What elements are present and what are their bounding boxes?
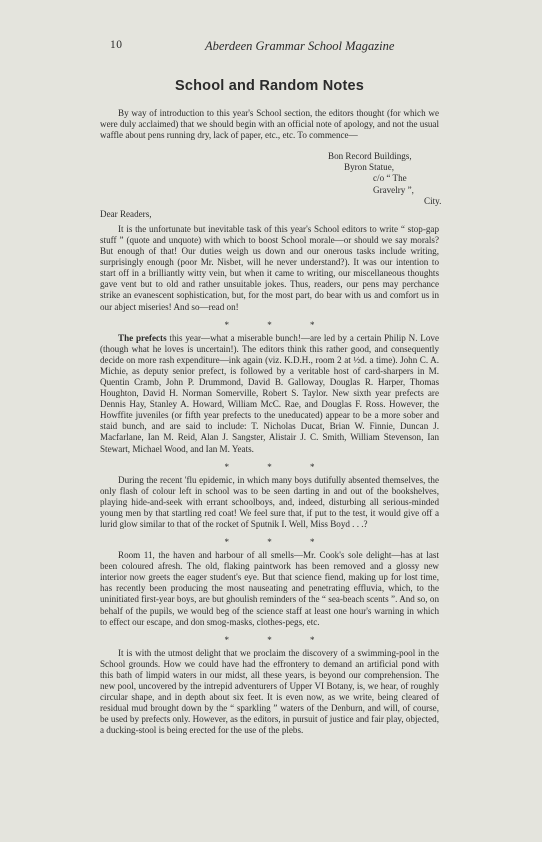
salutation: Dear Readers, [100, 208, 152, 219]
address-line: c/o “ The Gravelry ”, [373, 173, 414, 195]
prefects-paragraph [100, 333, 439, 455]
body-paragraph: It is the unfortunate but inevitable task of this year's School editors to write “ stop-gap stuff ” (quote and unquote) with which to boost School morale—or should we say morals? But enough of that! Our duties weigh us down and our onerous tasks include writing, surprisingly enough (poor Mr. Nisbet, will he never understand?). It was our intention to start off in a brilliantly witty vein, but when it came to writing, our miscellaneous thoughts gave vent but to old and rather unsuitable jokes. Thus, readers, our pens may perchance strike an evanescent sophistication, but, for the most part, do bear with us and comfort us in our abject miseries! And so—read on! [100, 223, 439, 312]
pool-paragraph: It is with the utmost delight that we proclaim the discovery of a swimming-pool in the School grounds. How we could have had the effrontery to demand an artificial pond with this bath of limpid waters in our midst, all these years, is beyond our comprehension. The new pool, uncovered by the intrepid adventurers of Upper VI Botany, is, we hear, of roughly circular shape, and in depth about six feet. It is even now, as we write, being cleared of residual mud brought down by the “ sparkling ” waters of the Denburn, and will, of course, be used by prefects only. However, as the editors, in pursuit of justice and fair play, objected, a ducking-stool is being erected for the use of the plebs. [100, 647, 439, 736]
article [100, 78, 442, 737]
section-separator: * * * [224, 319, 333, 330]
section-separator: * * * [224, 634, 333, 645]
section-separator: * * * [224, 537, 333, 548]
article-title: School and Random Notes [174, 78, 365, 94]
room-paragraph: Room 11, the haven and harbour of all smells—Mr. Cook's sole delight—has at last been coloured afresh. The old, flaking paintwork has been removed and a glossy new interior now greets the eager student's eye. But that science fiend, making up for lost time, has recently been producing the most nauseating and penetrating effluvia, which, to the uninitiated first-year boys, are but ghoulish reminders of the “ sea-beach scents ”. And so, on behalf of the pupils, we would beg of the science staff at least one hour's warning in which to effect our escape, and don smog-masks, clothes-pegs, etc. [100, 550, 439, 627]
page-header [0, 39, 542, 55]
prefects-lead: The prefects [118, 332, 167, 343]
page-number: 10 [110, 39, 123, 51]
address-line: City. [424, 195, 442, 206]
prefects-text: this year—what a miserable bunch!—are led by a certain Philip N. Love (though what he loves is uncertain!). The editors think this rather good, and consequently decide on more rash expenditure—ink again (viz. K.D.H., room 2 at ½d. a time). John C. A. Michie, as deputy senior prefect, is followed by a veritable host of card-sharpers in M. Quentin Cramb, John P. Drummond, David B. Galloway, Douglas R. Harper, Thomas Houghton, David H. Norman Somerville, Robert S. Taylor. New sixth year prefects are Dennis Hay, Stanley A. Howard, William McC. Rae, and Douglas F. Ross. However, the Howffite juveniles (or fifth year prefects to the uneducated) appear to be a more sober and staid bunch, and are said to include: T. Nicholas Ducat, Brian W. Finnie, Duncan J. Macfarlane, Ian M. Reid, Alan J. Sangster, Alistair J. C. Smith, William Stevenson, Ian Stewart, Michael Wood, and Ian M. Yeats. [100, 332, 439, 454]
section-separator: * * * [224, 461, 333, 472]
address-line: Byron Statue, [344, 162, 395, 173]
address-line: Bon Record Buildings, [328, 151, 412, 162]
address-block [100, 151, 442, 206]
running-head: Aberdeen Grammar School Magazine [205, 39, 395, 53]
intro-paragraph: By way of introduction to this year's School section, the editors thought (for which we were duly acclaimed) that we should begin with an official note of apology, and not the usual waffle about pens running dry, lack of paper, etc., etc. To commence— [100, 108, 439, 141]
flu-paragraph: During the recent 'flu epidemic, in which many boys dutifully absented themselves, the only flash of colour left in school was to be seen darting in and out of the bookshelves, playing hide-and-seek with errant schoolboys, and, indeed, disturbing all serious-minded young men by that startling red coat! We feel sure that, if put to the test, it would give off a lurid glow similar to that of the rocket of Sputnik I. Well, Miss Boyd . . .? [100, 474, 439, 529]
